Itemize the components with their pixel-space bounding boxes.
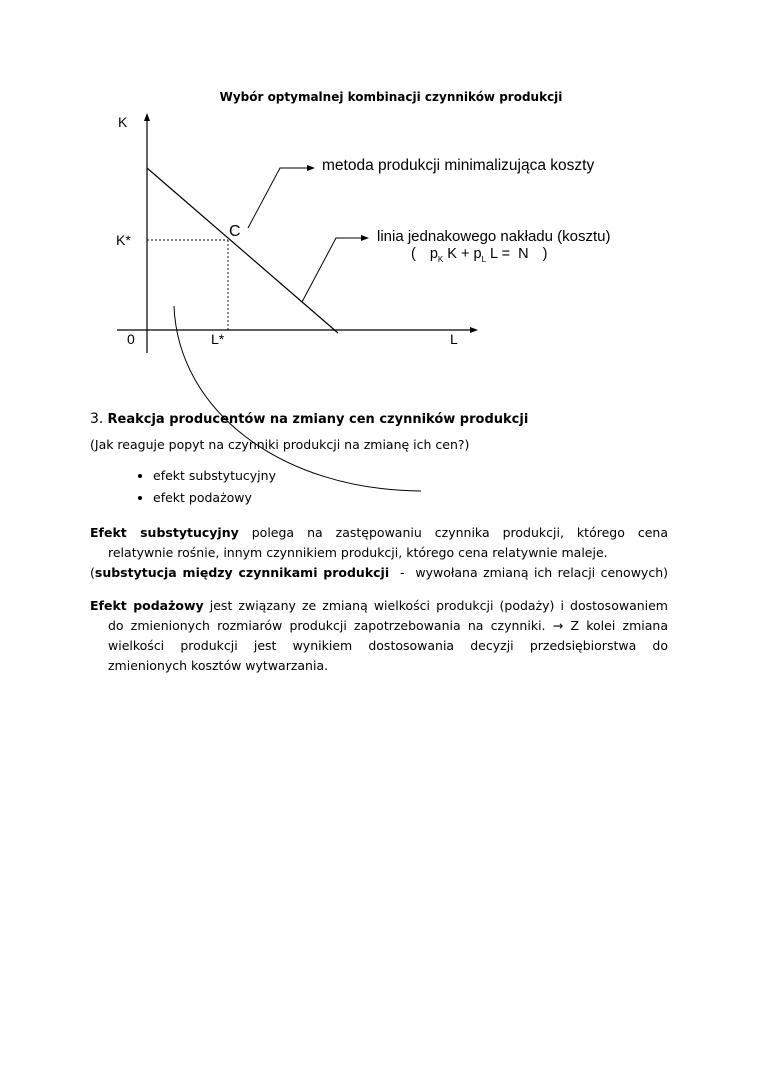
term-supply: Efekt podażowy <box>90 598 204 613</box>
paragraph-line: wielkości produkcji jest wynikiem dostosowania decyzji przedsiębiorstwa do <box>108 638 668 653</box>
x-axis-label: L <box>450 331 458 347</box>
isocost-formula: ( $p_K$ $K + p_L$ L = N ) <box>411 246 548 264</box>
k-star-label: K* <box>116 232 131 248</box>
paragraph-text: ( <box>90 565 95 580</box>
section-title: Reakcja producentów na zmiany cen czynników produkcji <box>107 412 529 427</box>
substitution-effect-paragraph <box>90 523 668 583</box>
origin-label: 0 <box>127 331 135 347</box>
point-c-label: C <box>229 223 241 240</box>
supply-effect-paragraph <box>90 596 668 676</box>
paragraph-line <box>90 523 668 543</box>
term-substitution-between: substytucja między czynnikami produkcji <box>94 565 390 580</box>
effects-list <box>125 466 276 510</box>
method-pointer <box>248 168 309 228</box>
section-question: (Jak reaguje popyt na czynniki produkcji na zmianę ich cen?) <box>90 437 470 452</box>
isocost-line <box>147 168 338 333</box>
section-number: 3. <box>90 411 104 427</box>
paragraph-line: do zmienionych rozmiarów produkcji zapotrzebowania na czynniki. → Z kolei zmiana <box>108 618 668 633</box>
section-heading <box>90 411 528 427</box>
paragraph-text: jest związany ze zmianą wielkości produkcji (podaży) i dostosowaniem <box>203 598 668 613</box>
method-annotation: metoda produkcji minimalizująca koszty <box>322 157 595 174</box>
figure-title: Wybór optymalnej kombinacji czynników produkcji <box>219 90 563 104</box>
paragraph-line: relatywnie rośnie, innym czynnikiem produkcji, którego cena relatywnie maleje. <box>108 545 608 560</box>
y-axis-label: K <box>118 114 128 130</box>
list-item: • efekt substytucyjny <box>153 466 276 488</box>
paragraph-text: polega na zastępowaniu czynnika produkcji, którego cena <box>238 525 669 540</box>
l-star-label: L* <box>211 331 225 347</box>
paragraph-line <box>90 596 668 616</box>
term-substitution: Efekt substytucyjny <box>90 525 239 540</box>
x-axis-arrow <box>470 327 478 333</box>
paragraph-line <box>90 563 668 583</box>
isocost-annotation: linia jednakowego nakładu (kosztu) <box>377 228 611 245</box>
paragraph-line: zmienionych kosztów wytwarzania. <box>108 658 329 673</box>
paragraph-text: - wywołana zmianą ich relacji cenowych) <box>389 565 668 580</box>
isocost-pointer <box>302 238 363 302</box>
isocost-pointer-arrow <box>361 235 369 241</box>
method-pointer-arrow <box>307 165 315 171</box>
list-item: • efekt podażowy <box>153 488 276 510</box>
y-axis-arrow <box>144 113 150 121</box>
